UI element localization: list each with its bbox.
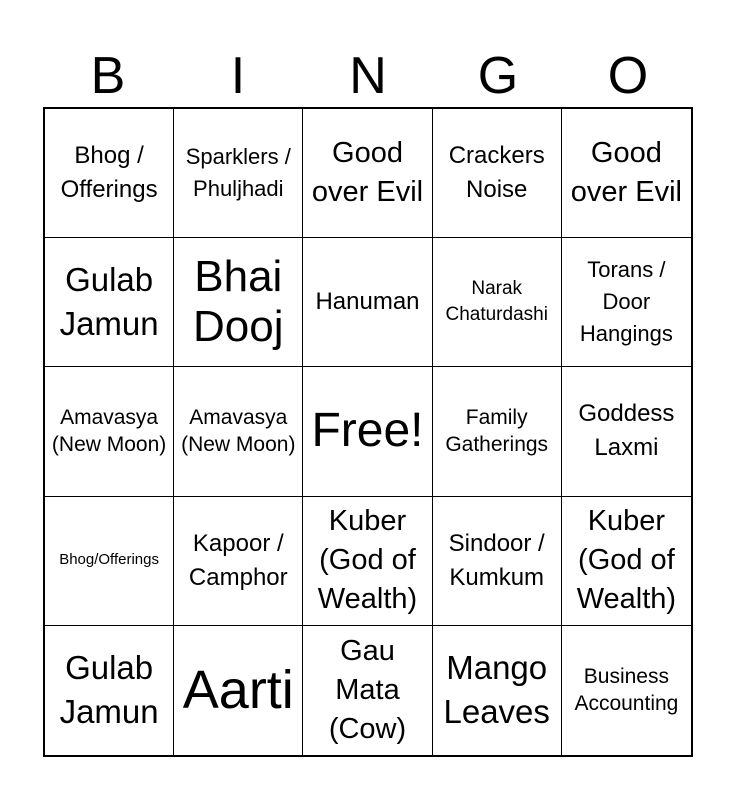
bingo-cell[interactable]: [303, 497, 432, 626]
free-space-text: Free!: [311, 404, 424, 458]
cell-text: Good over Evil: [570, 136, 682, 209]
cell-text: Aarti: [182, 660, 294, 721]
bingo-cell[interactable]: [562, 238, 691, 367]
header-letter-g: G: [477, 47, 519, 105]
cell-text: Narak Chaturdashi: [445, 277, 548, 326]
bingo-cell[interactable]: [562, 497, 691, 626]
cell-text: Kuber (God of Wealth): [576, 504, 677, 616]
bingo-cell[interactable]: [562, 109, 691, 238]
header-letter-i: I: [230, 47, 246, 105]
cell-text: Bhog / Offerings: [60, 142, 158, 204]
bingo-cell[interactable]: [45, 238, 174, 367]
bingo-board: [43, 107, 693, 757]
cell-text: Gulab Jamun: [59, 260, 159, 343]
header-letter-n: N: [349, 47, 387, 105]
bingo-cell[interactable]: [303, 109, 432, 238]
header-letter-b: B: [90, 47, 126, 105]
cell-text: Torans / Door Hangings: [579, 257, 673, 347]
free-space-cell[interactable]: [303, 367, 432, 496]
bingo-cell[interactable]: [174, 238, 303, 367]
bingo-cell[interactable]: [562, 367, 691, 496]
cell-text: Mango Leaves: [443, 648, 550, 731]
bingo-header: [43, 44, 693, 108]
bingo-cell[interactable]: [303, 238, 432, 367]
cell-text: Crackers Noise: [448, 142, 545, 204]
cell-text: Goddess Laxmi: [578, 400, 675, 462]
cell-text: Good over Evil: [311, 136, 424, 209]
cell-text: Bhog/Offerings: [59, 551, 159, 569]
cell-text: Bhai Dooj: [193, 251, 284, 352]
cell-text: Kuber (God of Wealth): [317, 504, 418, 616]
bingo-cell[interactable]: [303, 626, 432, 755]
bingo-cell[interactable]: [45, 109, 174, 238]
cell-text: Amavasya (New Moon): [181, 406, 296, 457]
bingo-cell[interactable]: [433, 367, 562, 496]
cell-text: Sparklers / Phuljhadi: [185, 144, 291, 202]
header-letter-o: O: [607, 47, 649, 105]
bingo-cell[interactable]: [562, 626, 691, 755]
cell-text: Sindoor / Kumkum: [448, 529, 545, 591]
cell-text: Amavasya (New Moon): [51, 406, 167, 457]
bingo-cell[interactable]: [433, 109, 562, 238]
bingo-cell[interactable]: [174, 109, 303, 238]
bingo-cell[interactable]: [433, 626, 562, 755]
bingo-cell[interactable]: [45, 497, 174, 626]
bingo-cell[interactable]: [174, 497, 303, 626]
cell-text: Hanuman: [315, 288, 420, 316]
cell-text: Business Accounting: [574, 665, 679, 716]
bingo-cell[interactable]: [45, 626, 174, 755]
bingo-cell[interactable]: [174, 626, 303, 755]
bingo-cell[interactable]: [433, 497, 562, 626]
bingo-cell[interactable]: [174, 367, 303, 496]
cell-text: Gulab Jamun: [59, 648, 159, 731]
cell-text: Family Gatherings: [445, 406, 549, 457]
cell-text: Gau Mata (Cow): [328, 634, 407, 745]
bingo-cell[interactable]: [45, 367, 174, 496]
cell-text: Kapoor / Camphor: [188, 529, 288, 591]
bingo-cell[interactable]: [433, 238, 562, 367]
